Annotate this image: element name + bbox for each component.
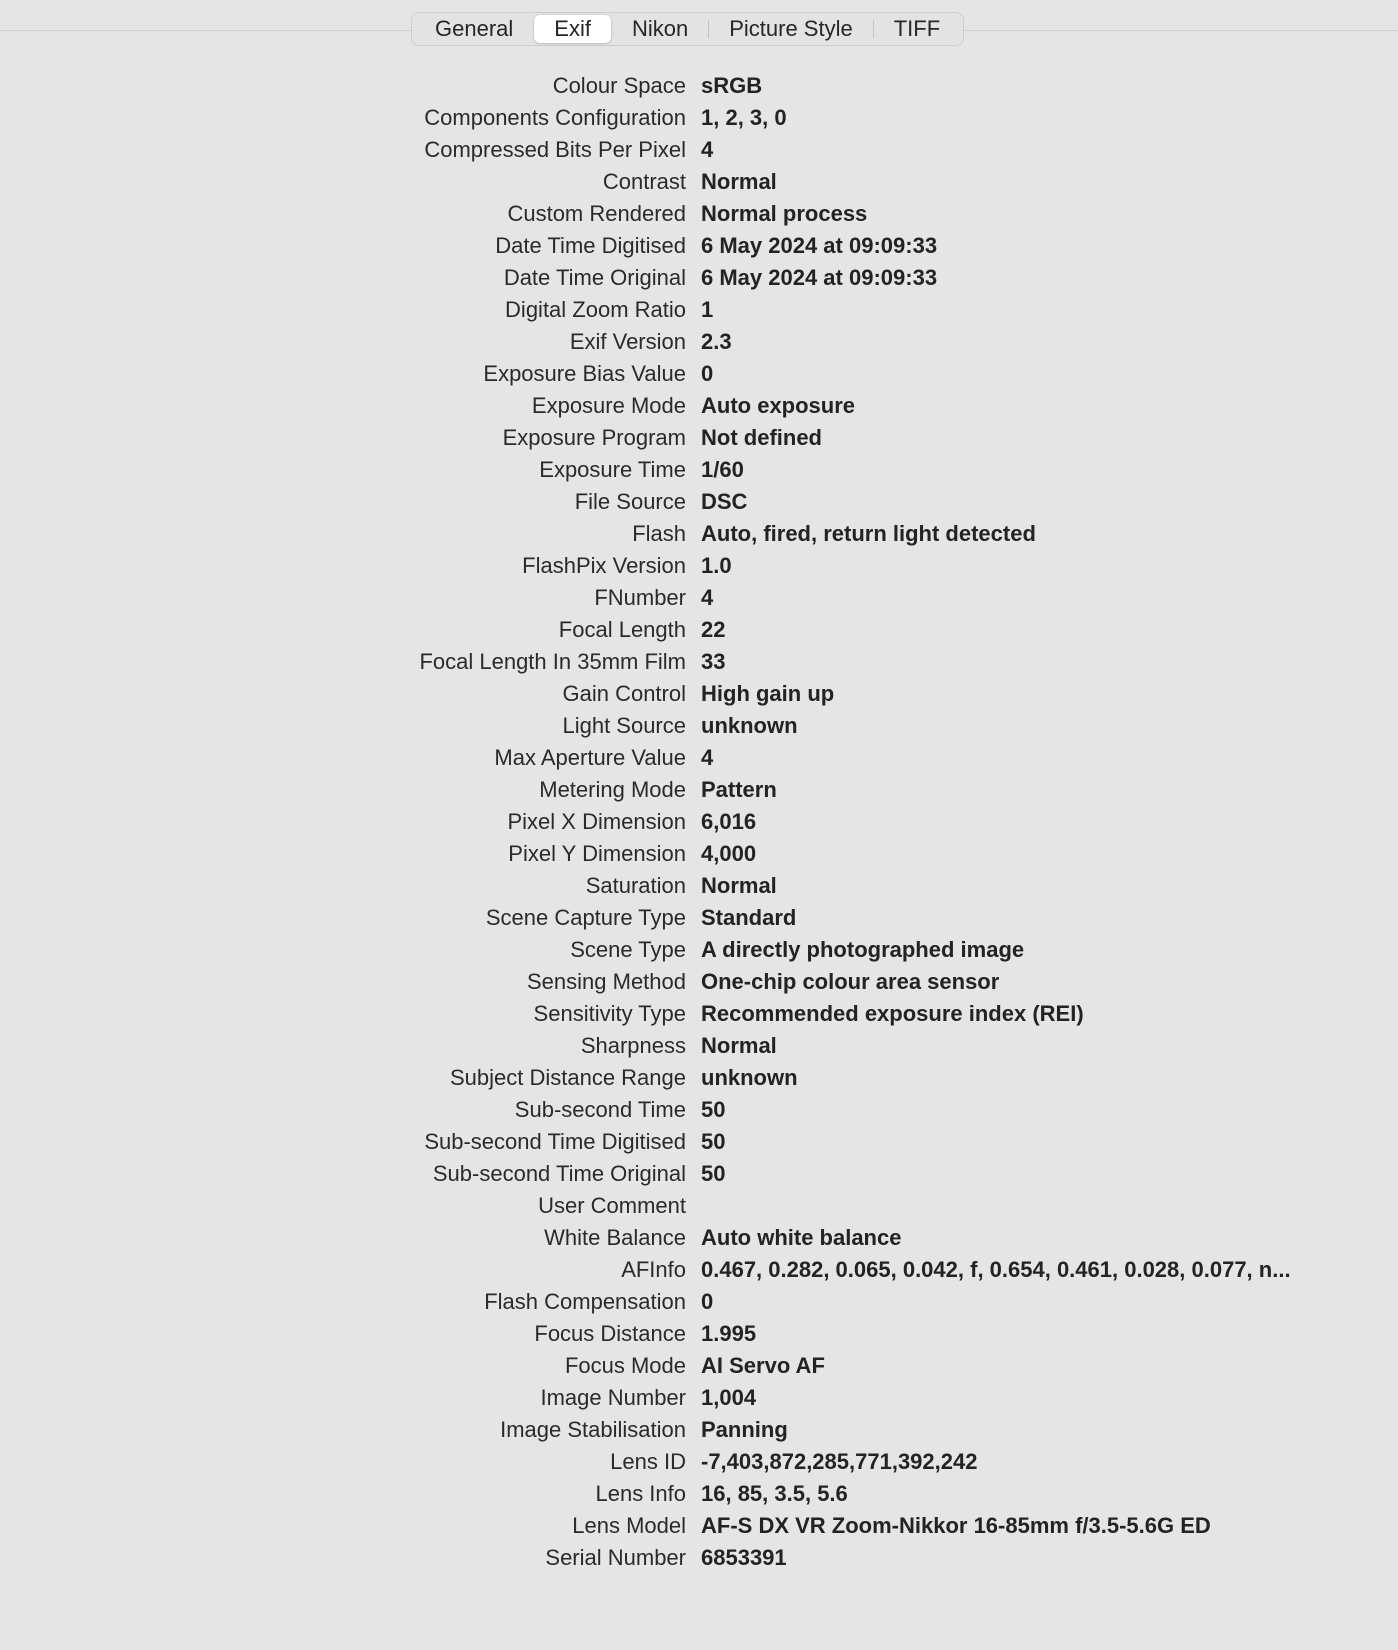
property-label: Sensitivity Type [533,1001,686,1026]
property-row [0,1478,1398,1510]
property-row [0,518,1398,550]
property-row [0,166,1398,198]
tab-exif[interactable]: Exif [534,15,611,43]
property-row [0,294,1398,326]
property-row [0,1350,1398,1382]
property-value[interactable]: A directly photographed image [701,937,1025,962]
property-row [0,646,1398,678]
property-value[interactable]: 0.467, 0.282, 0.065, 0.042, f, 0.654, 0.461, 0.028, 0.077, n... [701,1257,1291,1282]
property-value[interactable]: 0 [701,1289,714,1314]
property-label: Serial Number [545,1545,686,1570]
property-row [0,934,1398,966]
property-label: Saturation [585,873,686,898]
property-label: Lens ID [610,1449,686,1474]
property-value[interactable]: unknown [701,1065,798,1090]
property-label: Digital Zoom Ratio [505,297,686,322]
property-label: Components Configuration [424,105,686,130]
property-value[interactable]: Standard [701,905,797,930]
property-value[interactable]: Normal [701,873,777,898]
tab-bar [411,12,964,46]
property-label: White Balance [544,1225,686,1250]
property-label: Flash [632,521,686,546]
property-value[interactable]: 4 [701,137,714,162]
property-label: FlashPix Version [522,553,686,578]
property-label: Pixel X Dimension [507,809,686,834]
property-label: Exposure Program [502,425,686,450]
property-row [0,1318,1398,1350]
property-label: Sub-second Time Original [432,1161,686,1186]
tab-general[interactable]: General [435,16,514,41]
property-row [0,1542,1398,1574]
property-row [0,902,1398,934]
property-value[interactable]: 4 [701,585,714,610]
property-label: Max Aperture Value [494,745,686,770]
property-label: Focus Distance [534,1321,686,1346]
property-label: File Source [574,489,686,514]
property-value[interactable]: AI Servo AF [701,1353,825,1378]
property-value[interactable]: -7,403,872,285,771,392,242 [701,1449,978,1474]
property-row [0,870,1398,902]
property-value[interactable]: Auto, fired, return light detected [701,521,1036,546]
property-value[interactable]: 6,016 [701,809,757,834]
property-value[interactable]: 50 [701,1129,726,1154]
property-value[interactable]: 4,000 [701,841,757,866]
property-value[interactable]: 50 [701,1161,726,1186]
property-value[interactable]: Auto white balance [701,1225,902,1250]
property-value[interactable]: 16, 85, 3.5, 5.6 [701,1481,848,1506]
property-value[interactable]: 1, 2, 3, 0 [701,105,787,130]
property-label: Custom Rendered [507,201,686,226]
property-row [0,1382,1398,1414]
property-label: Exposure Bias Value [483,361,686,386]
property-label: Sharpness [580,1033,686,1058]
property-label: Contrast [602,169,686,194]
property-row [0,1030,1398,1062]
property-label: Gain Control [562,681,686,706]
property-label: Sensing Method [527,969,686,994]
property-row [0,966,1398,998]
property-value[interactable]: 6853391 [701,1545,787,1570]
property-row [0,742,1398,774]
property-value[interactable]: 1/60 [701,457,744,482]
property-value[interactable]: Normal process [701,201,868,226]
property-row [0,262,1398,294]
property-row [0,486,1398,518]
property-label: Flash Compensation [484,1289,686,1314]
property-value[interactable]: 33 [701,649,726,674]
property-value[interactable]: Pattern [701,777,777,802]
property-label: AFInfo [621,1257,686,1282]
property-label: Exif Version [569,329,686,354]
property-row [0,326,1398,358]
property-label: Scene Type [570,937,686,962]
property-row [0,1126,1398,1158]
property-value[interactable]: 2.3 [701,329,732,354]
property-value[interactable]: Normal [701,169,777,194]
property-label: Exposure Time [539,457,686,482]
property-value[interactable]: 1.995 [701,1321,757,1346]
property-value[interactable]: Auto exposure [701,393,856,418]
property-value[interactable]: 1,004 [701,1385,757,1410]
property-value[interactable]: DSC [701,489,748,514]
property-row [0,710,1398,742]
property-label: Date Time Digitised [495,233,686,258]
property-row [0,390,1398,422]
property-label: Focus Mode [564,1353,686,1378]
property-label: Lens Info [595,1481,686,1506]
property-value[interactable]: unknown [701,713,798,738]
property-label: Sub-second Time [514,1097,686,1122]
property-row [0,1446,1398,1478]
tab-picture-style[interactable]: Picture Style [729,16,853,41]
property-label: Focal Length [558,617,686,642]
property-row [0,1222,1398,1254]
property-label: User Comment [538,1193,686,1218]
property-row [0,454,1398,486]
property-row [0,102,1398,134]
property-row [0,1062,1398,1094]
property-label: Sub-second Time Digitised [424,1129,686,1154]
property-row [0,582,1398,614]
property-value[interactable]: 0 [701,361,714,386]
property-row [0,1254,1398,1286]
property-value[interactable]: AF-S DX VR Zoom-Nikkor 16-85mm f/3.5-5.6G ED [701,1513,1211,1538]
property-value[interactable]: Not defined [701,425,822,450]
property-row [0,134,1398,166]
property-label: Image Stabilisation [500,1417,686,1442]
property-label: Light Source [562,713,686,738]
property-row [0,358,1398,390]
property-row [0,1094,1398,1126]
property-row [0,1286,1398,1318]
property-value[interactable]: Recommended exposure index (REI) [701,1001,1084,1026]
property-value[interactable]: 6 May 2024 at 09:09:33 [701,265,938,290]
property-row [0,774,1398,806]
property-row [0,998,1398,1030]
property-row [0,614,1398,646]
property-label: Compressed Bits Per Pixel [424,137,686,162]
property-label: Exposure Mode [531,393,686,418]
property-row [0,1414,1398,1446]
property-label: Colour Space [552,73,686,98]
property-row [0,230,1398,262]
property-row [0,1158,1398,1190]
property-value[interactable]: 4 [701,745,714,770]
property-label: Date Time Original [503,265,686,290]
property-label: Focal Length In 35mm Film [419,649,686,674]
property-row [0,838,1398,870]
property-label: Subject Distance Range [449,1065,686,1090]
tab-nikon[interactable]: Nikon [631,16,689,41]
exif-property-list [0,70,1398,1574]
property-row [0,198,1398,230]
property-row [0,70,1398,102]
property-row [0,678,1398,710]
property-value[interactable]: One-chip colour area sensor [701,969,1000,994]
property-label: Pixel Y Dimension [508,841,686,866]
property-label: Metering Mode [539,777,686,802]
property-value[interactable]: Panning [701,1417,788,1442]
property-row [0,550,1398,582]
property-value[interactable]: sRGB [701,73,763,98]
property-value[interactable]: Normal [701,1033,777,1058]
property-label: Scene Capture Type [485,905,686,930]
property-label: Lens Model [572,1513,686,1538]
property-row [0,1510,1398,1542]
property-value[interactable]: High gain up [701,681,835,706]
property-value[interactable]: 22 [701,617,726,642]
property-value[interactable]: 50 [701,1097,726,1122]
property-label: Image Number [540,1385,686,1410]
property-value[interactable]: 1 [701,297,714,322]
tab-tiff[interactable]: TIFF [893,16,941,41]
property-row [0,422,1398,454]
property-value[interactable]: 1.0 [701,553,732,578]
property-value[interactable]: 6 May 2024 at 09:09:33 [701,233,938,258]
property-row [0,806,1398,838]
property-label: FNumber [594,585,686,610]
property-row [0,1190,1398,1222]
